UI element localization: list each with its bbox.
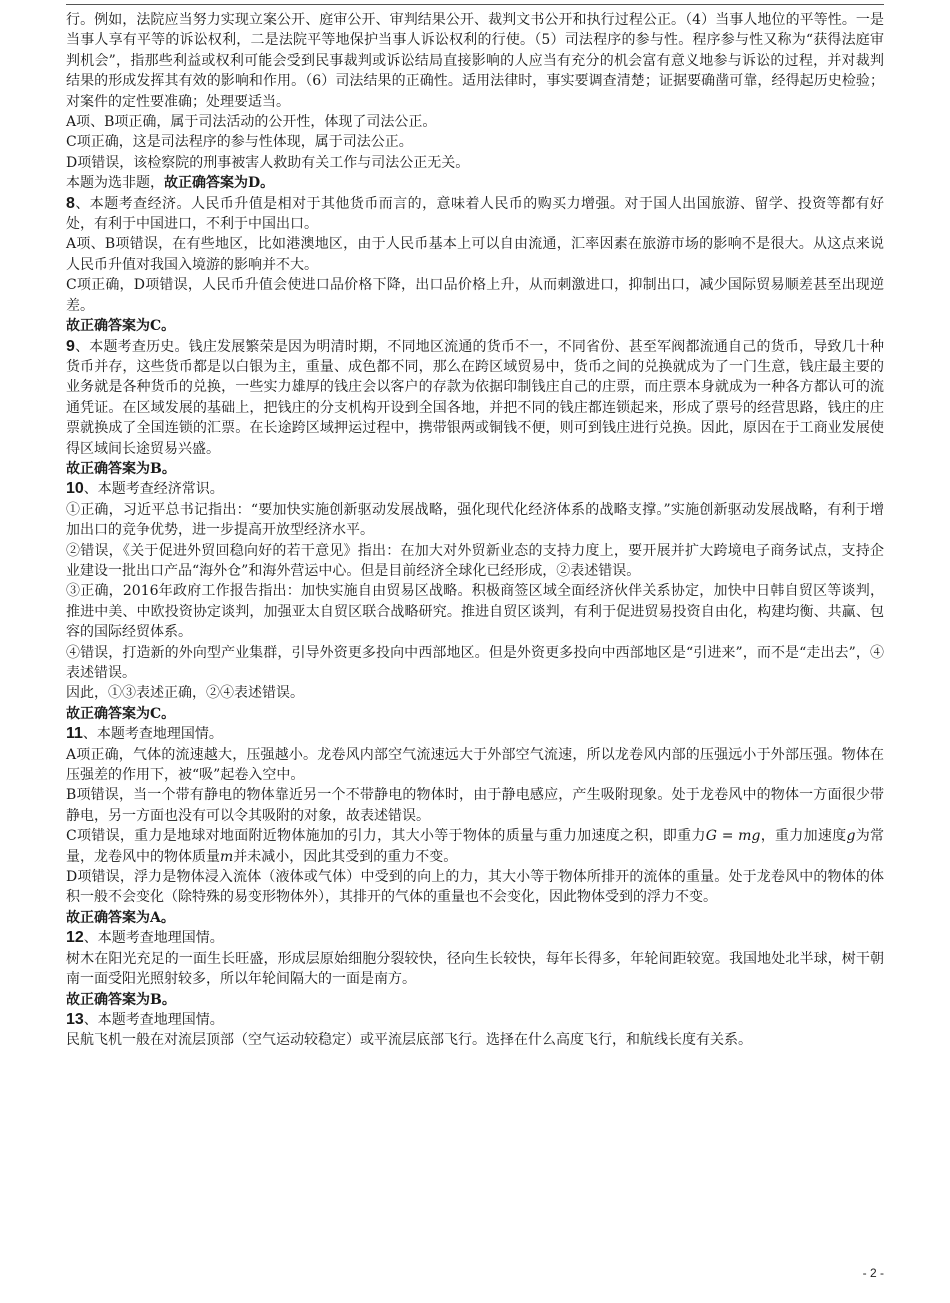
q11-c-text-4: 并未减小，因此其受到的重力不变。 (233, 848, 458, 865)
q8-number: 8 (66, 194, 75, 212)
q10-number: 10 (66, 480, 84, 498)
q12-lead-text: 、本题考查地理国情。 (83, 930, 224, 947)
q11-lead-text: 、本题考查地理国情。 (82, 726, 223, 743)
gravity-formula: G = mg (705, 828, 761, 845)
q11-a-line: A项正确，气体的流速越大，压强越小。龙卷风内部空气流速远大于外部空气流速，所以龙卷风内部的压强远小于外部压强。物体在压强差的作用下，被“吸”起卷入空中。 (66, 746, 884, 784)
q11-c-line (66, 826, 884, 867)
document-body (66, 10, 884, 1051)
q10-lead (66, 479, 884, 499)
q12-number: 12 (66, 929, 84, 947)
page-number: - 2 - (862, 1266, 884, 1280)
q11-d-line: D项错误，浮力是物体浸入流体（液体或气体）中受到的向上的力，其大小等于物体所排开的流体的重量。处于龙卷风中的物体的体积一般不会变化（除特殊的易变形物体外），其排开的气体的重量也不会变化，因此物体受到的浮力不变。 (66, 869, 884, 906)
q12-answer: 故正确答案为B。 (66, 991, 176, 1008)
q6-c-line: C项正确，这是司法程序的参与性体现，属于司法公正。 (66, 134, 413, 151)
q8-answer: 故正确答案为C。 (66, 318, 176, 335)
q13-lead-text: 、本题考查地理国情。 (83, 1011, 224, 1028)
q7-answer-line (66, 173, 884, 193)
q10-item-1: ①正确，习近平总书记指出：“要加快实施创新驱动发展战略，强化现代化经济体系的战略支撑。”实施创新驱动发展战略，有利于增加出口的竞争优势，进一步提高开放型经济水平。 (66, 501, 884, 539)
q9-lead (66, 337, 884, 459)
q13-lead (66, 1010, 884, 1030)
q12-lead (66, 928, 884, 948)
q6-ab-line: A项、B项正确，属于司法活动的公开性，体现了司法公正。 (66, 114, 437, 131)
q9-answer: 故正确答案为B。 (66, 460, 176, 477)
q9-lead-text: 、本题考查历史。钱庄发展繁荣是因为明清时期，不同地区流通的货币不一，不同省份、甚至军阀都流通自己的货币，导致几十种货币并存，这些货币都是以白银为主，重量、成色都不同，那么在跨区域贸易中，货币之间的兑换就成为了一门生意，钱庄最主要的业务就是各种货币的兑换，一些实力雄厚的钱庄会以客户的存款为依据印制钱庄自己的庄票，而庄票本身就成为一种各方都认可的流通凭证。在区域发展的基础上，把钱庄的分支机构开设到全国各地，并把不同的钱庄都连锁起来，形成了票号的经营思路，钱庄的庄票就换成了全国连锁的汇票。在长途跨区域押运过程中，携带银两或铜钱不便，则可到钱庄进行兑换。因此，原因在于工商业发展使得区域间长途贸易兴盛。 (66, 338, 884, 457)
q13-body: 民航飞机一般在对流层顶部（空气运动较稳定）或平流层底部飞行。选择在什么高度飞行，和航线长度有关系。 (66, 1032, 752, 1049)
q10-conclusion: 因此，①③表述正确，②④表述错误。 (66, 685, 304, 702)
q11-c-text-1: C项错误，重力是地球对地面附近物体施加的引力，其大小等于物体的质量与重力加速度之积，即重力 (66, 828, 706, 845)
top-rule (66, 4, 884, 5)
q11-c-text-3: 为常量，龙卷风中的物体质量 (66, 828, 885, 865)
q8-ab-line: A项、B项错误，在有些地区，比如港澳地区，由于人民币基本上可以自由流通，汇率因素在旅游市场的影响不是很大。从这点来说人民币升值对我国入境游的影响并不大。 (66, 236, 884, 273)
q11-c-text-2: ，重力加速度 (760, 828, 847, 845)
q13-number: 13 (66, 1010, 84, 1028)
q12-body: 树木在阳光充足的一面生长旺盛，形成层原始细胞分裂较快，径向生长较快，每年长得多，年轮间距较宽。我国地处北半球，树干朝南一面受阳光照射较多，所以年轮间隔大的一面是南方。 (66, 950, 884, 988)
q10-lead-text: 、本题考查经济常识。 (83, 481, 224, 498)
q10-item-3: ③正确，2016年政府工作报告指出：加快实施自由贸易区战略。积极商签区域全面经济伙伴关系协定，加快中日韩自贸区等谈判，推进中美、中欧投资协定谈判，加强亚太自贸区联合战略研究。推进自贸区谈判，有利于促进贸易投资自由化，构建均衡、共赢、包容的国际经贸体系。 (66, 583, 884, 641)
symbol-m: m (220, 848, 234, 865)
q8-lead (66, 194, 884, 235)
q10-answer: 故正确答案为C。 (66, 705, 176, 722)
q8-cd-line: C项正确，D项错误，人民币升值会使进口品价格下降，出口品价格上升，从而刺激进口，抑制出口，减少国际贸易顺差甚至出现逆差。 (66, 277, 884, 314)
q9-number: 9 (66, 337, 75, 355)
q10-item-4: ④错误，打造新的外向型产业集群，引导外资更多投向中西部地区。但是外资更多投向中西部地区是“引进来”，而不是“走出去”，④表述错误。 (66, 644, 884, 681)
symbol-g: g (846, 828, 856, 845)
q6-d-line: D项错误，该检察院的刑事被害人救助有关工作与司法公正无关。 (66, 154, 470, 171)
q11-lead (66, 724, 884, 744)
q6-continuation: 行。例如，法院应当努力实现立案公开、庭审公开、审判结果公开、裁判文书公开和执行过程公正。（4）当事人地位的平等性。一是当事人享有平等的诉讼权利，二是法院平等地保护当事人诉讼权利的行使。（5）司法程序的参与性。程序参与性又称为“获得法庭审判机会”，指那些利益或权利可能会受到民事裁判或诉讼结局直接影响的人应当有充分的机会富有意义地参与诉讼的过程，并对裁判结果的形成发挥其有效的影响和作用。（6）司法结果的正确性。适用法律时，事实要调查清楚；证据要确凿可靠，经得起历史检验；对案件的定性要准确；处理要适当。 (66, 12, 884, 110)
q7-answer: 故正确答案为D。 (164, 175, 275, 192)
q11-answer: 故正确答案为A。 (66, 909, 175, 926)
q10-item-2: ②错误，《关于促进外贸回稳向好的若干意见》指出：在加大对外贸新业态的支持力度上，要开展并扩大跨境电子商务试点，支持企业建设一批出口产品“海外仓”和海外营运中心。但是目前经济全球化已经形成，②表述错误。 (66, 542, 884, 579)
q7-answer-prefix: 本题为选非题， (66, 175, 164, 192)
q8-lead-text: 、本题考查经济。人民币升值是相对于其他货币而言的，意味着人民币的购买力增强。对于国人出国旅游、留学、投资等都有好处，有利于中国进口，不利于中国出口。 (66, 195, 884, 233)
q11-number: 11 (66, 725, 83, 743)
q11-b-line: B项错误，当一个带有静电的物体靠近另一个不带静电的物体时，由于静电感应，产生吸附现象。处于龙卷风中的物体一方面很少带静电，另一方面也没有可以令其吸附的对象，故表述错误。 (66, 787, 884, 824)
